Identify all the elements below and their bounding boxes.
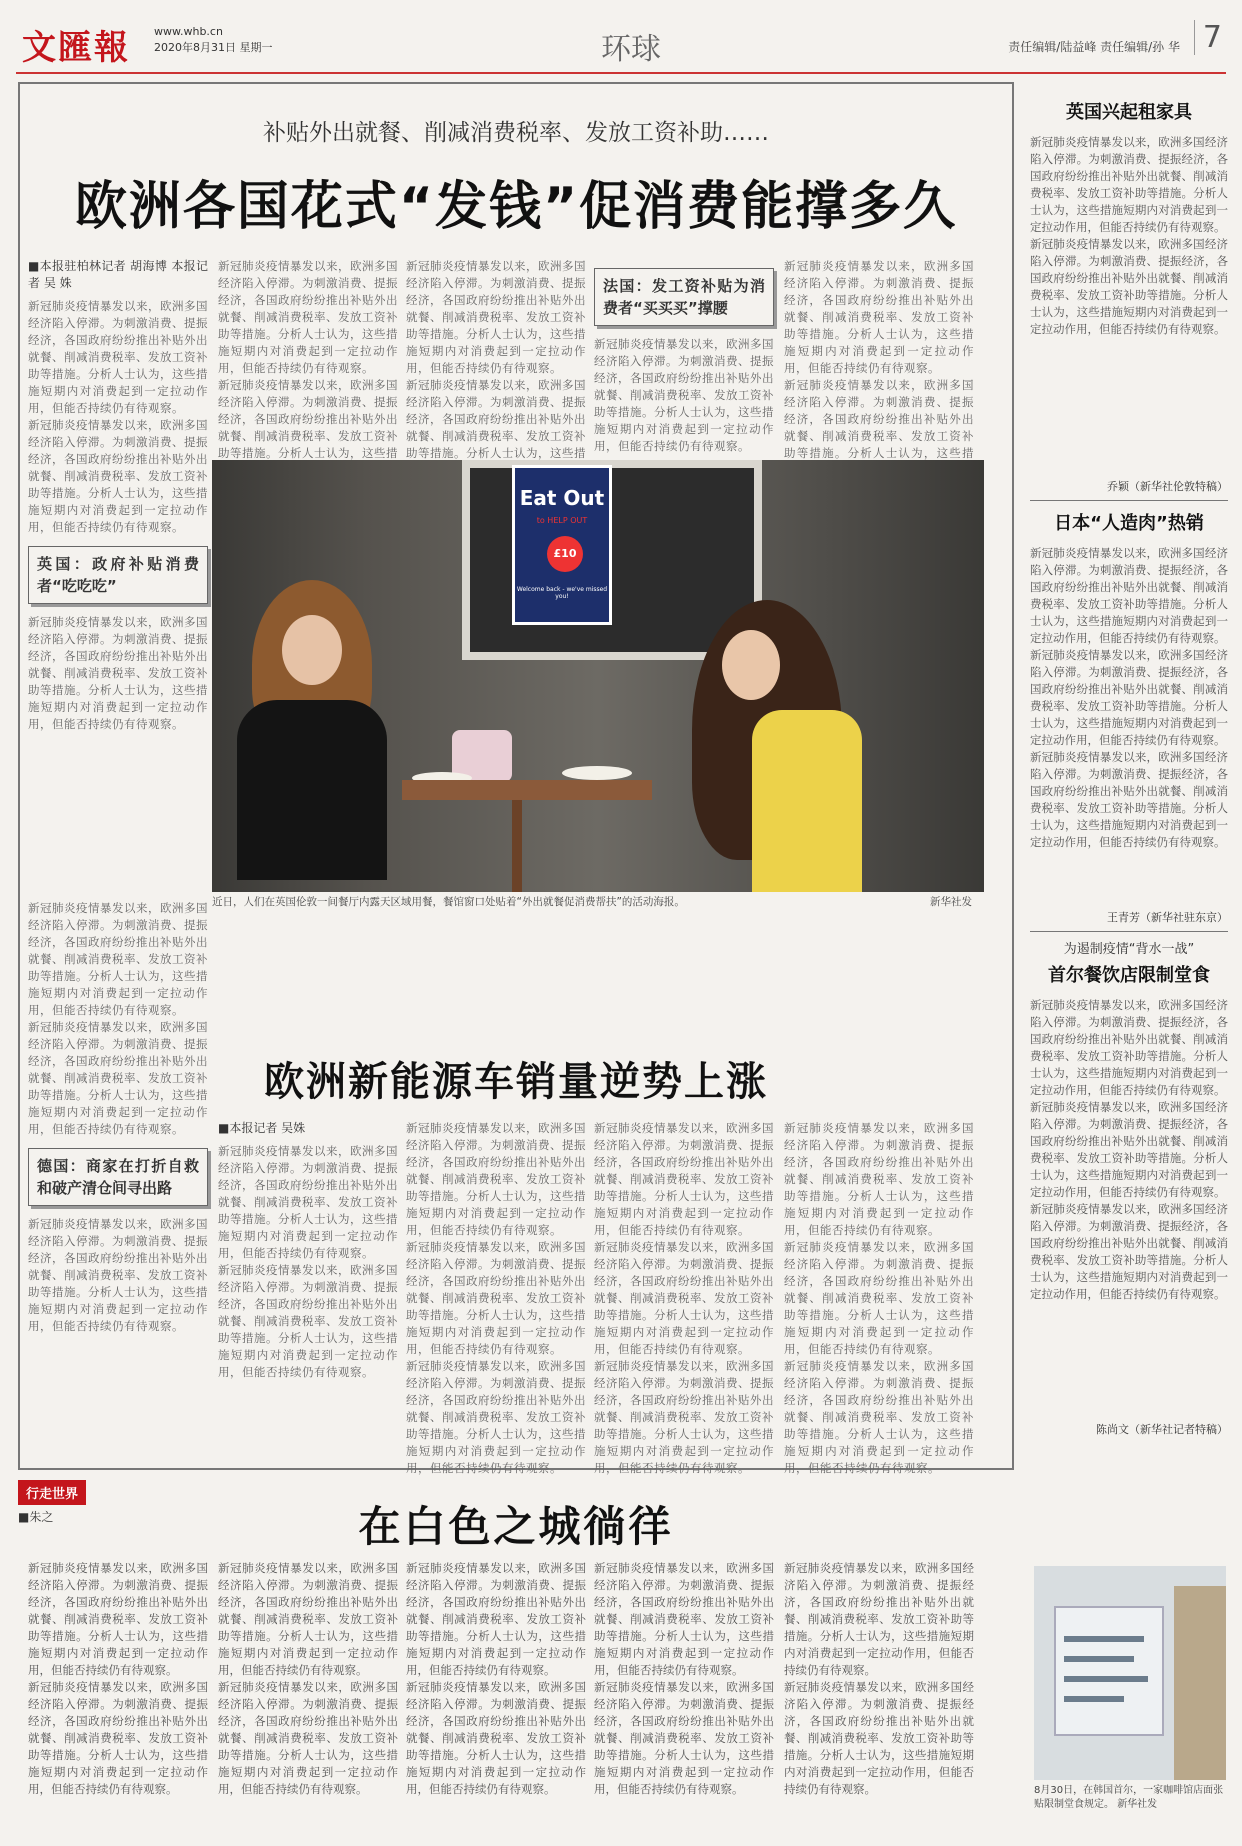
photo-caption: 近日，人们在英国伦敦一间餐厅内露天区域用餐，餐馆窗口处贴着“外出就餐促消费帮扶”的活动海报。 新华社发 [212, 896, 972, 908]
newspaper-logo: 文匯報 [22, 28, 130, 68]
eat-out-poster: Eat Out to HELP OUT £10 Welcome back - we've missed you! [512, 465, 612, 625]
diner-left [222, 580, 402, 880]
japan-meat-signature: 王青芳（新华社驻东京） [1107, 911, 1228, 924]
feature-column-1: 新冠肺炎疫情暴发以来，欧洲多国经济陷入停滞。为刺激消费、提振经济，各国政府纷纷推出补贴外出就餐、削减消费税率、发放工资补助等措施。分析人士认为，这些措施短期内对消费起到一定拉动作用，但能否持续仍有待观察。 新冠肺炎疫情暴发以来，欧洲多国经济陷入停滞。为刺激消费、提振经济，各国政府纷纷推出补贴外出就餐、削减消费税率、发放工资补助等措施。分析人士认为，这些措施短期内对消费起到一定拉动作用，但能否持续仍有待观察。 [28, 1561, 208, 1796]
article-text: 新冠肺炎疫情暴发以来，欧洲多国经济陷入停滞。为刺激消费、提振经济，各国政府纷纷推出补贴外出就餐、削减消费税率、发放工资补助等措施。分析人士认为，这些措施短期内对消费起到一定拉动作用，但能否持续仍有待观察。 [28, 615, 208, 731]
ev-byline: ■本报记者 吴姝 [218, 1121, 306, 1135]
ev-column-2: 新冠肺炎疫情暴发以来，欧洲多国经济陷入停滞。为刺激消费、提振经济，各国政府纷纷推出补贴外出就餐、削减消费税率、发放工资补助等措施。分析人士认为，这些措施短期内对消费起到一定拉动作用，但能否持续仍有待观察。 新冠肺炎疫情暴发以来，欧洲多国经济陷入停滞。为刺激消费、提振经济，各国政府纷纷推出补贴外出就餐、削减消费税率、发放工资补助等措施。分析人士认为，这些措施短期内对消费起到一定拉动作用，但能否持续仍有待观察。 新冠肺炎疫情暴发以来，欧洲多国经济陷入停滞。为刺激消费、提振经济，各国政府纷纷推出补贴外出就餐、削减消费税率、发放工资补助等措施。分析人士认为，这些措施短期内对消费起到一定拉动作用，但能否持续仍有待观察。 [406, 1121, 586, 1475]
seoul-subhead: 为遏制疫情“背水一战” [1063, 942, 1195, 957]
feature-column-4: 新冠肺炎疫情暴发以来，欧洲多国经济陷入停滞。为刺激消费、提振经济，各国政府纷纷推出补贴外出就餐、削减消费税率、发放工资补助等措施。分析人士认为，这些措施短期内对消费起到一定拉动作用，但能否持续仍有待观察。 新冠肺炎疫情暴发以来，欧洲多国经济陷入停滞。为刺激消费、提振经济，各国政府纷纷推出补贴外出就餐、削减消费税率、发放工资补助等措施。分析人士认为，这些措施短期内对消费起到一定拉动作用，但能否持续仍有待观察。 [594, 1561, 774, 1796]
main-photo [212, 460, 984, 892]
masthead-meta [154, 24, 273, 56]
subsection-box-fr: 法国：发工资补贴为消费者“买买买”撑腰 [594, 268, 774, 326]
feature-headline: 在白色之城徜徉 [358, 1502, 674, 1551]
photo-credit: 新华社发 [930, 896, 972, 908]
article-text: 新冠肺炎疫情暴发以来，欧洲多国经济陷入停滞。为刺激消费、提振经济，各国政府纷纷推出补贴外出就餐、削减消费税率、发放工资补助等措施。分析人士认为，这些措施短期内对消费起到一定拉动作用，但能否持续仍有待观察。 [28, 418, 208, 534]
feature-author: ■朱之 [18, 1510, 54, 1524]
feature-tag: 行走世界 [18, 1480, 86, 1505]
ev-column-4: 新冠肺炎疫情暴发以来，欧洲多国经济陷入停滞。为刺激消费、提振经济，各国政府纷纷推出补贴外出就餐、削减消费税率、发放工资补助等措施。分析人士认为，这些措施短期内对消费起到一定拉动作用，但能否持续仍有待观察。 新冠肺炎疫情暴发以来，欧洲多国经济陷入停滞。为刺激消费、提振经济，各国政府纷纷推出补贴外出就餐、削减消费税率、发放工资补助等措施。分析人士认为，这些措施短期内对消费起到一定拉动作用，但能否持续仍有待观察。 新冠肺炎疫情暴发以来，欧洲多国经济陷入停滞。为刺激消费、提振经济，各国政府纷纷推出补贴外出就餐、削减消费税率、发放工资补助等措施。分析人士认为，这些措施短期内对消费起到一定拉动作用，但能否持续仍有待观察。 [784, 1121, 974, 1475]
issue-date: 2020年8月31日 星期一 [154, 41, 273, 54]
article-text: 新冠肺炎疫情暴发以来，欧洲多国经济陷入停滞。为刺激消费、提振经济，各国政府纷纷推出补贴外出就餐、削减消费税率、发放工资补助等措施。分析人士认为，这些措施短期内对消费起到一定拉动作用，但能否持续仍有待观察。 [784, 259, 974, 375]
seoul-signature: 陈尚文（新华社记者特稿） [1096, 1423, 1228, 1436]
plate [562, 766, 632, 780]
diner-right [682, 600, 862, 892]
masthead [16, 14, 1226, 74]
ev-article-headline: 欧洲新能源车销量逆势上涨 [264, 1059, 768, 1105]
article-text: 新冠肺炎疫情暴发以来，欧洲多国经济陷入停滞。为刺激消费、提振经济，各国政府纷纷推出补贴外出就餐、削减消费税率、发放工资补助等措施。分析人士认为，这些措施短期内对消费起到一定拉动作用，但能否持续仍有待观察。 [28, 1217, 208, 1333]
article-text: 新冠肺炎疫情暴发以来，欧洲多国经济陷入停滞。为刺激消费、提振经济，各国政府纷纷推出补贴外出就餐、削减消费税率、发放工资补助等措施。分析人士认为，这些措 [784, 378, 974, 460]
seoul-photo-caption: 8月30日，在韩国首尔，一家咖啡馆店面张贴限制堂食规定。 新华社发 [1034, 1785, 1224, 1810]
article-text: 新冠肺炎疫情暴发以来，欧洲多国经济陷入停滞。为刺激消费、提振经济，各国政府纷纷推出补贴外出就餐、削减消费税率、发放工资补助等措施。分析人士认为，这些措施短期内对消费起到一定拉动作用，但能否持续仍有待观察。 [28, 299, 208, 415]
article-text: 新冠肺炎疫情暴发以来，欧洲多国经济陷入停滞。为刺激消费、提振经济，各国政府纷纷推出补贴外出就餐、削减消费税率、发放工资补助等措施。分析人士认为，这些措 [406, 378, 586, 460]
seoul-photo [1034, 1566, 1226, 1780]
article-column-4 [594, 258, 774, 454]
right-column [1030, 90, 1228, 1443]
article-column-3 [406, 258, 586, 460]
article-column-1 [28, 258, 208, 890]
article-text: 新冠肺炎疫情暴发以来，欧洲多国经济陷入停滞。为刺激消费、提振经济，各国政府纷纷推出补贴外出就餐、削减消费税率、发放工资补助等措施。分析人士认为，这些措施短期内对消费起到一定拉动作用，但能否持续仍有待观察。 [406, 259, 586, 375]
uk-furniture-title: 英国兴起租家具 [1066, 102, 1192, 123]
seoul-title: 首尔餐饮店限制堂食 [1048, 965, 1210, 986]
article-text: 新冠肺炎疫情暴发以来，欧洲多国经济陷入停滞。为刺激消费、提振经济，各国政府纷纷推出补贴外出就餐、削减消费税率、发放工资补助等措施。分析人士认为，这些措施短期内对消费起到一定拉动作用，但能否持续仍有待观察。 [28, 901, 208, 1017]
feature-column-3: 新冠肺炎疫情暴发以来，欧洲多国经济陷入停滞。为刺激消费、提振经济，各国政府纷纷推出补贴外出就餐、削减消费税率、发放工资补助等措施。分析人士认为，这些措施短期内对消费起到一定拉动作用，但能否持续仍有待观察。 新冠肺炎疫情暴发以来，欧洲多国经济陷入停滞。为刺激消费、提振经济，各国政府纷纷推出补贴外出就餐、削减消费税率、发放工资补助等措施。分析人士认为，这些措施短期内对消费起到一定拉动作用，但能否持续仍有待观察。 [406, 1561, 586, 1796]
ev-column-1: ■本报记者 吴姝 新冠肺炎疫情暴发以来，欧洲多国经济陷入停滞。为刺激消费、提振经济，各国政府纷纷推出补贴外出就餐、削减消费税率、发放工资补助等措施。分析人士认为，这些措施短期内对消费起到一定拉动作用，但能否持续仍有待观察。 新冠肺炎疫情暴发以来，欧洲多国经济陷入停滞。为刺激消费、提振经济，各国政府纷纷推出补贴外出就餐、削减消费税率、发放工资补助等措施。分析人士认为，这些措施短期内对消费起到一定拉动作用，但能否持续仍有待观察。 [218, 1121, 398, 1379]
seoul-photo-credit: 新华社发 [1117, 1799, 1158, 1810]
article-column-1b [28, 900, 208, 1460]
uk-furniture-text: 新冠肺炎疫情暴发以来，欧洲多国经济陷入停滞。为刺激消费、提振经济，各国政府纷纷推出补贴外出就餐、削减消费税率、发放工资补助等措施。分析人士认为，这些措施短期内对消费起到一定拉动作用，但能否持续仍有待观察。 新冠肺炎疫情暴发以来，欧洲多国经济陷入停滞。为刺激消费、提振经济，各国政府纷纷推出补贴外出就餐、削减消费税率、发放工资补助等措施。分析人士认为，这些措施短期内对消费起到一定拉动作用，但能否持续仍有待观察。 [1030, 135, 1228, 336]
feature-column-5: 新冠肺炎疫情暴发以来，欧洲多国经济陷入停滞。为刺激消费、提振经济，各国政府纷纷推出补贴外出就餐、削减消费税率、发放工资补助等措施。分析人士认为，这些措施短期内对消费起到一定拉动作用，但能否持续仍有待观察。 新冠肺炎疫情暴发以来，欧洲多国经济陷入停滞。为刺激消费、提振经济，各国政府纷纷推出补贴外出就餐、削减消费税率、发放工资补助等措施。分析人士认为，这些措施短期内对消费起到一定拉动作用，但能否持续仍有待观察。 [784, 1561, 974, 1796]
subsection-box-uk: 英国：政府补贴消费者“吃吃吃” [28, 546, 208, 604]
page-number: 7 [1194, 20, 1222, 55]
section-title: 环球 [601, 32, 661, 67]
cafe-table [402, 780, 652, 800]
site-url: www.whb.cn [154, 25, 223, 38]
article-byline: ■本报驻柏林记者 胡海博 本报记者 吴 姝 [28, 259, 208, 290]
subsection-box-de: 德国：商家在打折自救和破产清仓间寻出路 [28, 1148, 208, 1206]
seoul-text: 新冠肺炎疫情暴发以来，欧洲多国经济陷入停滞。为刺激消费、提振经济，各国政府纷纷推出补贴外出就餐、削减消费税率、发放工资补助等措施。分析人士认为，这些措施短期内对消费起到一定拉动作用，但能否持续仍有待观察。 新冠肺炎疫情暴发以来，欧洲多国经济陷入停滞。为刺激消费、提振经济，各国政府纷纷推出补贴外出就餐、削减消费税率、发放工资补助等措施。分析人士认为，这些措施短期内对消费起到一定拉动作用，但能否持续仍有待观察。 新冠肺炎疫情暴发以来，欧洲多国经济陷入停滞。为刺激消费、提振经济，各国政府纷纷推出补贴外出就餐、削减消费税率、发放工资补助等措施。分析人士认为，这些措施短期内对消费起到一定拉动作用，但能否持续仍有待观察。 [1030, 998, 1228, 1301]
article-text: 新冠肺炎疫情暴发以来，欧洲多国经济陷入停滞。为刺激消费、提振经济，各国政府纷纷推出补贴外出就餐、削减消费税率、发放工资补助等措施。分析人士认为，这些措 [218, 378, 398, 460]
article-column-5 [784, 258, 974, 460]
feature-column-2: 新冠肺炎疫情暴发以来，欧洲多国经济陷入停滞。为刺激消费、提振经济，各国政府纷纷推出补贴外出就餐、削减消费税率、发放工资补助等措施。分析人士认为，这些措施短期内对消费起到一定拉动作用，但能否持续仍有待观察。 新冠肺炎疫情暴发以来，欧洲多国经济陷入停滞。为刺激消费、提振经济，各国政府纷纷推出补贴外出就餐、削减消费税率、发放工资补助等措施。分析人士认为，这些措施短期内对消费起到一定拉动作用，但能否持续仍有待观察。 [218, 1561, 398, 1796]
article-subhead: 补贴外出就餐、削减消费税率、发放工资补助…… [263, 120, 769, 146]
japan-meat-text: 新冠肺炎疫情暴发以来，欧洲多国经济陷入停滞。为刺激消费、提振经济，各国政府纷纷推出补贴外出就餐、削减消费税率、发放工资补助等措施。分析人士认为，这些措施短期内对消费起到一定拉动作用，但能否持续仍有待观察。 新冠肺炎疫情暴发以来，欧洲多国经济陷入停滞。为刺激消费、提振经济，各国政府纷纷推出补贴外出就餐、削减消费税率、发放工资补助等措施。分析人士认为，这些措施短期内对消费起到一定拉动作用，但能否持续仍有待观察。 新冠肺炎疫情暴发以来，欧洲多国经济陷入停滞。为刺激消费、提振经济，各国政府纷纷推出补贴外出就餐、削减消费税率、发放工资补助等措施。分析人士认为，这些措施短期内对消费起到一定拉动作用，但能否持续仍有待观察。 [1030, 546, 1228, 849]
article-headline: 欧洲各国花式“发钱”促消费能撑多久 [74, 177, 958, 237]
article-text: 新冠肺炎疫情暴发以来，欧洲多国经济陷入停滞。为刺激消费、提振经济，各国政府纷纷推出补贴外出就餐、削减消费税率、发放工资补助等措施。分析人士认为，这些措施短期内对消费起到一定拉动作用，但能否持续仍有待观察。 [594, 337, 774, 453]
japan-meat-title: 日本“人造肉”热销 [1054, 513, 1204, 534]
article-text: 新冠肺炎疫情暴发以来，欧洲多国经济陷入停滞。为刺激消费、提振经济，各国政府纷纷推出补贴外出就餐、削减消费税率、发放工资补助等措施。分析人士认为，这些措施短期内对消费起到一定拉动作用，但能否持续仍有待观察。 [218, 259, 398, 375]
uk-furniture-signature: 乔颖（新华社伦敦特稿） [1107, 480, 1228, 493]
article-column-2 [218, 258, 398, 460]
ev-column-3: 新冠肺炎疫情暴发以来，欧洲多国经济陷入停滞。为刺激消费、提振经济，各国政府纷纷推出补贴外出就餐、削减消费税率、发放工资补助等措施。分析人士认为，这些措施短期内对消费起到一定拉动作用，但能否持续仍有待观察。 新冠肺炎疫情暴发以来，欧洲多国经济陷入停滞。为刺激消费、提振经济，各国政府纷纷推出补贴外出就餐、削减消费税率、发放工资补助等措施。分析人士认为，这些措施短期内对消费起到一定拉动作用，但能否持续仍有待观察。 新冠肺炎疫情暴发以来，欧洲多国经济陷入停滞。为刺激消费、提振经济，各国政府纷纷推出补贴外出就餐、削减消费税率、发放工资补助等措施。分析人士认为，这些措施短期内对消费起到一定拉动作用，但能否持续仍有待观察。 [594, 1121, 774, 1475]
article-text: 新冠肺炎疫情暴发以来，欧洲多国经济陷入停滞。为刺激消费、提振经济，各国政府纷纷推出补贴外出就餐、削减消费税率、发放工资补助等措施。分析人士认为，这些措施短期内对消费起到一定拉动作用，但能否持续仍有待观察。 [28, 1020, 208, 1136]
editors-line: 责任编辑/陆益峰 责任编辑/孙 华 [1008, 40, 1180, 54]
